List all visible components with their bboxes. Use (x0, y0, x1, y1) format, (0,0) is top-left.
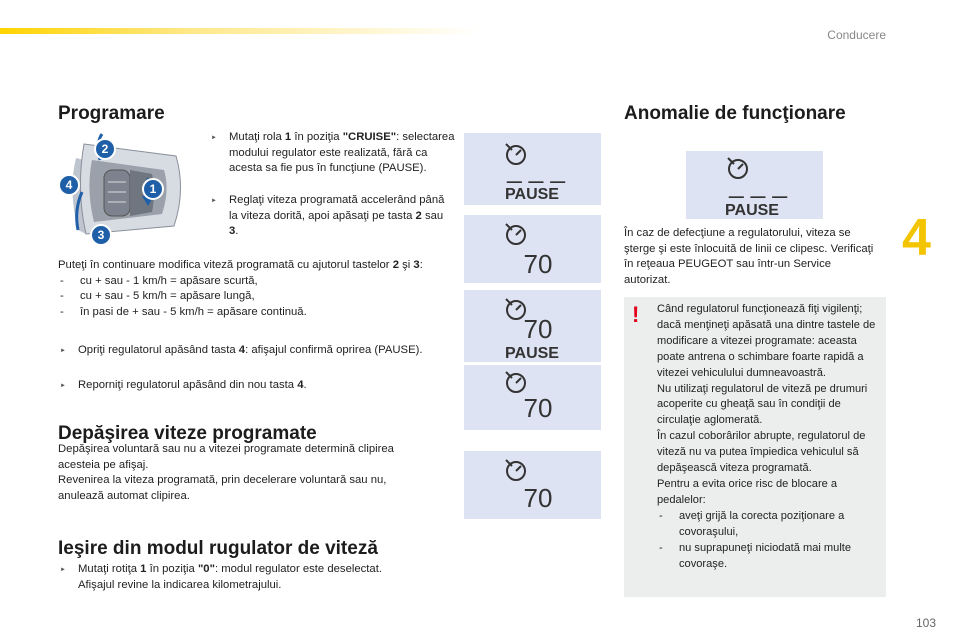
display-speed: 70 (523, 393, 553, 423)
bullet-exit: ► Mutaţi rotiţa 1 în poziţia "0": modul regulator este deselectat. Afişajul revine la indicarea kilometrajului. (58, 562, 448, 593)
depasirea-title: Depăşirea viteze programate (58, 423, 317, 444)
dash-item: - în pasi de + sau - 5 km/h = apăsare continuă. (60, 305, 307, 318)
depasirea-text (58, 442, 428, 504)
modify-speed-paragraph (58, 258, 438, 320)
bullet-adjust-speed: ► Reglaţi viteza programată accelerând până la viteza dorită, apoi apăsaţi pe tasta 2 sau 3. (209, 193, 455, 240)
steering-control-illustration (56, 130, 190, 246)
display-speed-panel (464, 365, 601, 430)
iesire-title: Ieşire din modul rugulator de viteză (58, 538, 378, 559)
speedometer-icon (506, 460, 525, 480)
warning-list-item: - nu suprapuneţi niciodată mai multe covoraşe. (659, 541, 852, 570)
page-number: 103 (916, 616, 937, 630)
speedometer-icon (506, 372, 525, 392)
warning-paragraph: Pentru a evita orice risc de blocare a pedalelor: (657, 477, 838, 506)
depasirea-text-1: Depăşirea voluntară sau nu a vitezei programate determină clipirea acesteia pe afişaj. (58, 443, 394, 471)
dash-item: - cu + sau - 5 km/h = apăsare lungă, (60, 290, 255, 303)
anomalie-title: Anomalie de funcţionare (624, 103, 846, 124)
callout-4: 4 (58, 174, 80, 196)
display-dashes: _ _ _ (507, 154, 565, 184)
callout-2: 2 (94, 138, 116, 160)
depasirea-text-2: Revenirea la viteza programată, prin decelerare voluntară sau nu, anulează automat clipirea. (58, 474, 387, 502)
display-speed-flashing-panel (464, 451, 601, 519)
bullet-cruise: ► Mutaţi rola 1 în poziţia "CRUISE": selectarea modului regulator este realizată, fără ca acesta sa fie pus în funcţiune (PAUSE). (209, 130, 455, 177)
dash-item: - cu + sau - 1 km/h = apăsare scurtă, (60, 274, 258, 287)
callout-1: 1 (142, 178, 164, 200)
display-speed: 70 (523, 249, 553, 279)
speedometer-icon (506, 224, 525, 244)
header-accent-bar (0, 28, 480, 34)
chapter-number: 4 (902, 209, 931, 267)
display-speed: 70 (523, 483, 553, 513)
display-speed-pause-panel (464, 290, 601, 362)
speedometer-icon (506, 299, 525, 319)
display-pause-panel (464, 133, 601, 205)
warning-paragraph: Nu utilizaţi regulatorul de viteză pe drumuri acoperite cu gheaţă sau în condiţii de circulaţie aglomerată. (657, 382, 868, 427)
bullet-restart: ► Reporniţi regulatorul apăsând din nou tasta 4. (58, 378, 440, 394)
display-fault-panel (686, 151, 823, 219)
warning-text (657, 302, 882, 572)
bullet-stop: ► Opriţi regulatorul apăsând tasta 4: afişajul confirmă oprirea (PAUSE). (58, 343, 440, 359)
warning-list-item: - aveţi grijă la corecta poziţionare a covoraşului, (659, 509, 845, 538)
callout-3: 3 (90, 224, 112, 246)
display-dashes: _ _ _ (729, 169, 787, 199)
warning-paragraph: În cazul coborârilor abrupte, regulatorul de viteză nu va putea împiedica vehiculul să depăşească viteza programată. (657, 430, 866, 475)
display-speed-panel (464, 215, 601, 283)
warning-paragraph: Când regulatorul funcţionează fiţi vigilenţi; dacă menţineţi apăsată una dintre tastele de modificare a vitezei programate: aceasta poate antrena o schimbare foarte rapidă a vitezei vehiculului dumneavoastră. (657, 303, 876, 379)
modify-intro: Puteţi în continuare modifica viteză programată cu ajutorul tastelor 2 şi 3: (58, 259, 423, 271)
programare-title: Programare (58, 103, 165, 124)
display-pause-label: PAUSE (505, 345, 559, 362)
warning-icon: ! (632, 302, 640, 327)
anomalie-text: În caz de defecţiune a regulatorului, viteza se şterge şi este înlocuită de linii ce clipesc. Verificaţi în reţeaua PEUGEOT sau într-un Service autorizat. (624, 227, 874, 286)
display-pause-label: PAUSE (505, 186, 559, 203)
display-speed: 70 (523, 314, 553, 344)
display-pause-label: PAUSE (725, 202, 779, 219)
section-label: Conducere (827, 28, 886, 42)
